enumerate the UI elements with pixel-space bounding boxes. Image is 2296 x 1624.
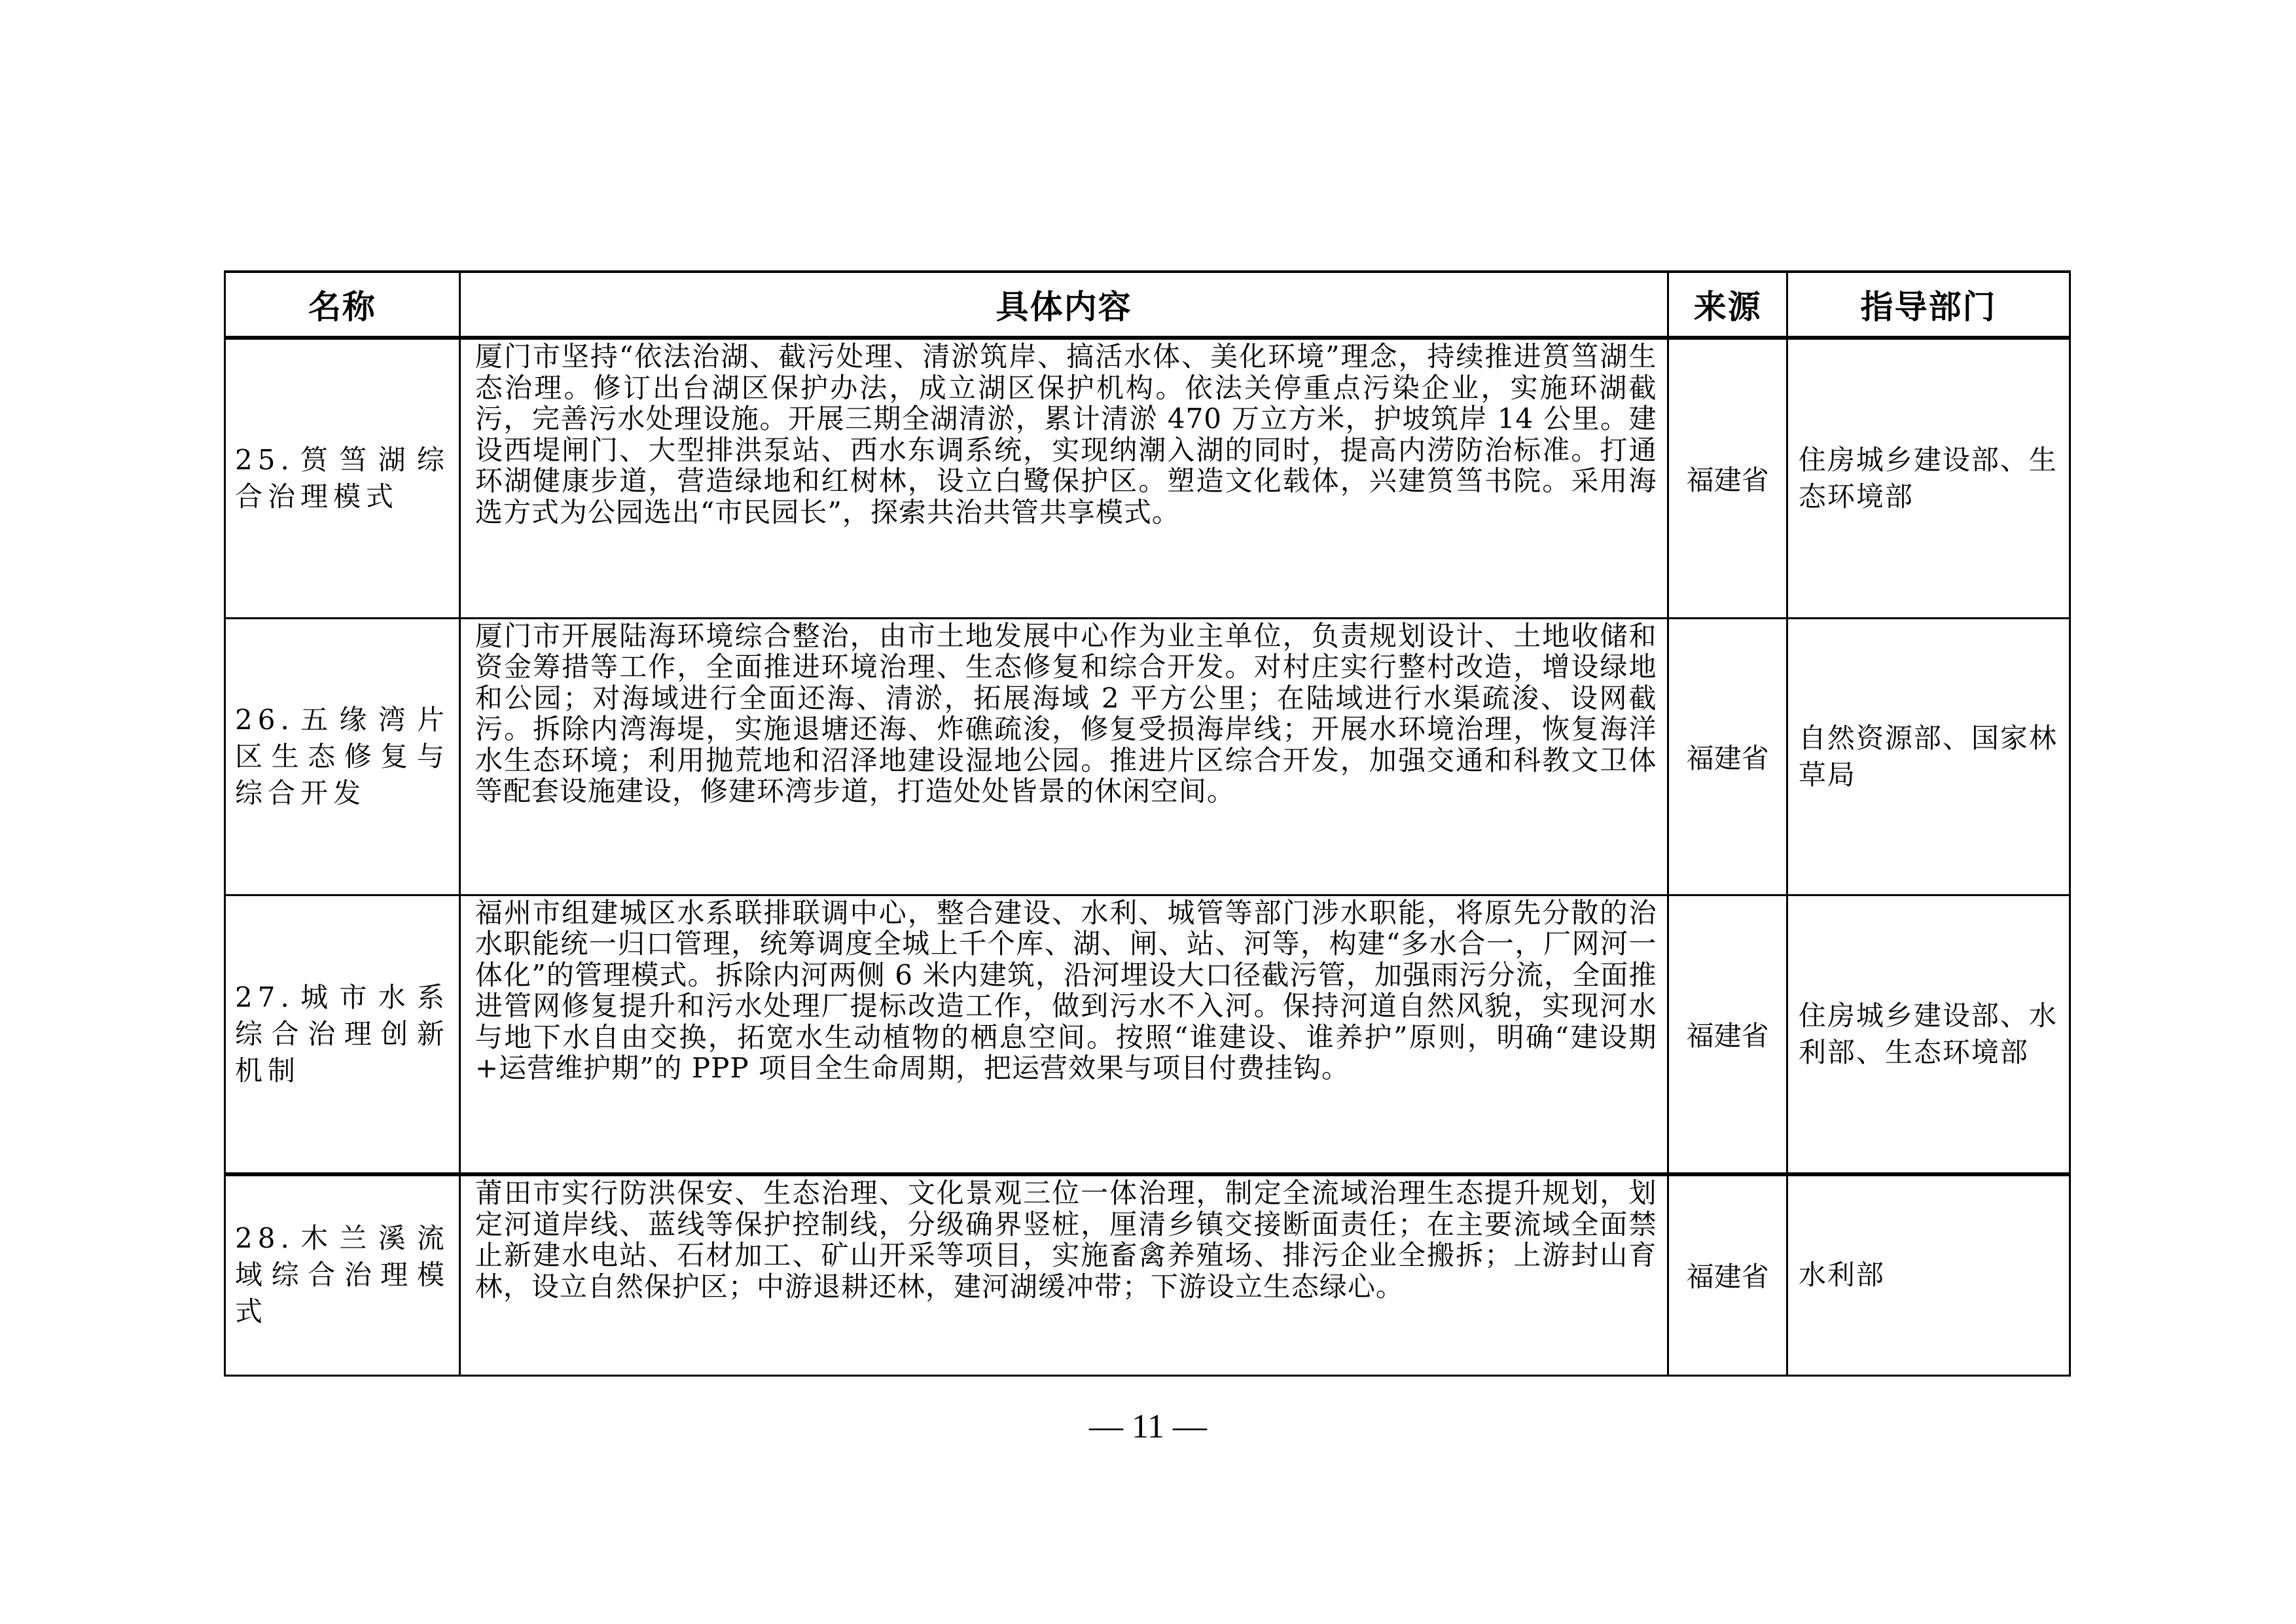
row-name: 28.木兰溪流域综合治理模式 xyxy=(225,1174,460,1375)
row-content: 福州市组建城区水系联排联调中心，整合建设、水利、城管等部门涉水职能，将原先分散的治水职能统一归口管理，统筹调度全城上千个库、湖、闸、站、河等，构建“多水合一，厂网河一体化”的管理模式。拆除内河两侧 6 米内建筑，沿河埋设大口径截污管，加强雨污分流，全面推进管网修复提升和污水处理厂提标改造工作，做到污水不入河。保持河道自然风貌，实现河水与地下水自由交换，拓宽水生动植物的栖息空间。按照“谁建设、谁养护”原则，明确“建设期+运营维护期”的 PPP 项目全生命周期，把运营效果与项目付费挂钩。 xyxy=(459,895,1668,1174)
table-row xyxy=(225,895,2070,1174)
page-number: — 11 — xyxy=(1088,1408,1208,1445)
row-content: 厦门市开展陆海环境综合整治，由市土地发展中心作为业主单位，负责规划设计、土地收储和资金筹措等工作，全面推进环境治理、生态修复和综合开发。对村庄实行整村改造，增设绿地和公园；对海域进行全面还海、清淤，拓展海域 2 平方公里；在陆域进行水渠疏浚、设网截污。拆除内湾海堤，实施退塘还海、炸礁疏浚，修复受损海岸线；开展水环境治理，恢复海洋水生态环境；利用抛荒地和沼泽地建设湿地公园。推进片区综合开发，加强交通和科教文卫体等配套设施建设，修建环湾步道，打造处处皆景的休闲空间。 xyxy=(459,618,1668,895)
header-content: 具体内容 xyxy=(459,272,1668,338)
row-name: 26.五缘湾片区生态修复与综合开发 xyxy=(225,618,460,895)
table-row xyxy=(225,1174,2070,1375)
table-header-row xyxy=(225,272,2070,338)
table-row xyxy=(225,618,2070,895)
row-source: 福建省 xyxy=(1668,618,1787,895)
pilot-models-table xyxy=(224,270,2071,1377)
row-content: 莆田市实行防洪保安、生态治理、文化景观三位一体治理，制定全流域治理生态提升规划，划定河道岸线、蓝线等保护控制线，分级确界竖桩，厘清乡镇交接断面责任；在主要流域全面禁止新建水电站、石材加工、矿山开采等项目，实施畜禽养殖场、排污企业全搬拆；上游封山育林，设立自然保护区；中游退耕还林，建河湖缓冲带；下游设立生态绿心。 xyxy=(459,1174,1668,1375)
row-source: 福建省 xyxy=(1668,338,1787,618)
row-source: 福建省 xyxy=(1668,1174,1787,1375)
row-department: 水利部 xyxy=(1787,1174,2070,1375)
row-department: 住房城乡建设部、水利部、生态环境部 xyxy=(1787,895,2070,1174)
table-row xyxy=(225,338,2070,618)
header-department: 指导部门 xyxy=(1787,272,2070,338)
header-source: 来源 xyxy=(1668,272,1787,338)
row-content: 厦门市坚持“依法治湖、截污处理、清淤筑岸、搞活水体、美化环境”理念，持续推进筼筜湖生态治理。修订出台湖区保护办法，成立湖区保护机构。依法关停重点污染企业，实施环湖截污，完善污水处理设施。开展三期全湖清淤，累计清淤 470 万立方米，护坡筑岸 14 公里。建设西堤闸门、大型排洪泵站、西水东调系统，实现纳潮入湖的同时，提高内涝防治标准。打通环湖健康步道，营造绿地和红树林，设立白鹭保护区。塑造文化载体，兴建筼筜书院。采用海选方式为公园选出“市民园长”，探索共治共管共享模式。 xyxy=(459,338,1668,618)
row-department: 自然资源部、国家林草局 xyxy=(1787,618,2070,895)
header-name: 名称 xyxy=(225,272,460,338)
row-source: 福建省 xyxy=(1668,895,1787,1174)
row-name: 27.城市水系综合治理创新机制 xyxy=(225,895,460,1174)
row-department: 住房城乡建设部、生态环境部 xyxy=(1787,338,2070,618)
row-name: 25.筼筜湖综合治理模式 xyxy=(225,338,460,618)
